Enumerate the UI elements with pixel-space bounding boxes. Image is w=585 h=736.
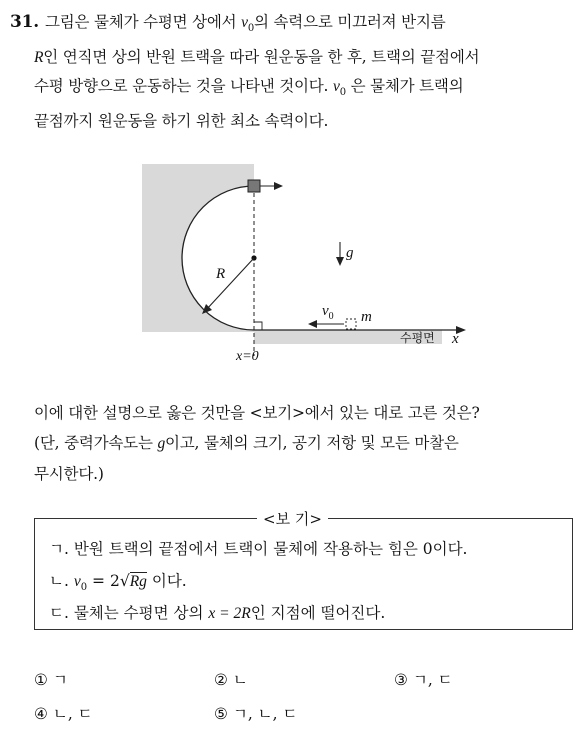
stem-line-1: 31. 그림은 물체가 수평면 상에서 $v_0$의 속력으로 미끄러져 반지름 <box>10 12 446 35</box>
stem-line-4: 끝점까지 원운동을 하기 위한 최소 속력이다. <box>34 112 329 131</box>
bogi-item-1: ㄱ. 반원 트랙의 끝점에서 트랙이 물체에 작용하는 힘은 0이다. <box>49 540 468 558</box>
question-text <box>34 398 579 489</box>
bogi-item-2: ㄴ. $v_0 = 2√Rg$ 이다. <box>49 572 187 594</box>
sqrt-symbol: √ <box>119 572 130 590</box>
label-floor: 수평면 <box>400 331 435 345</box>
object-top <box>248 180 260 192</box>
label-m: m <box>361 309 372 325</box>
label-x: x <box>452 331 459 347</box>
question-line-1: 이에 대한 설명으로 옳은 것만을 <보기>에서 있는 대로 고른 것은? <box>34 404 480 422</box>
choice-3[interactable]: ③ ㄱ, ㄷ <box>394 671 453 689</box>
right-angle-mark <box>254 322 262 330</box>
problem-stem <box>10 8 575 136</box>
label-R: R <box>216 266 226 282</box>
label-v0: $v_0$ <box>322 303 334 322</box>
question-line-2: (단, 중력가속도는 g이고, 물체의 크기, 공기 저항 및 모든 마찰은 <box>34 434 459 452</box>
label-g: g <box>346 245 354 261</box>
choice-5[interactable]: ⑤ ㄱ, ㄴ, ㄷ <box>214 705 298 723</box>
bogi-box <box>34 518 573 630</box>
physics-figure <box>120 160 480 380</box>
question-number: 31. <box>10 12 39 32</box>
top-velocity-arrow-icon <box>274 182 283 190</box>
label-x0: x=0 <box>236 349 259 364</box>
stem-line-3: 수평 방향으로 운동하는 것을 나타낸 것이다. $v_0$ 은 물체가 트랙의 <box>34 77 464 99</box>
initial-velocity-arrow-icon <box>308 320 317 328</box>
stem-line-2: R인 연직면 상의 반원 트랙을 따라 원운동을 한 후, 트랙의 끝점에서 <box>34 48 480 67</box>
object-initial <box>346 319 356 329</box>
choice-4[interactable]: ④ ㄴ, ㄷ <box>34 705 93 723</box>
choice-2[interactable]: ② ㄴ <box>214 671 248 689</box>
choice-1[interactable]: ① ㄱ <box>34 671 68 689</box>
bogi-item-3: ㄷ. 물체는 수평면 상의 x = 2R인 지점에 떨어진다. <box>49 604 386 622</box>
bogi-title: <보 기> <box>0 508 585 529</box>
question-line-3: 무시한다.) <box>34 465 104 483</box>
gravity-arrow-icon <box>336 257 344 266</box>
